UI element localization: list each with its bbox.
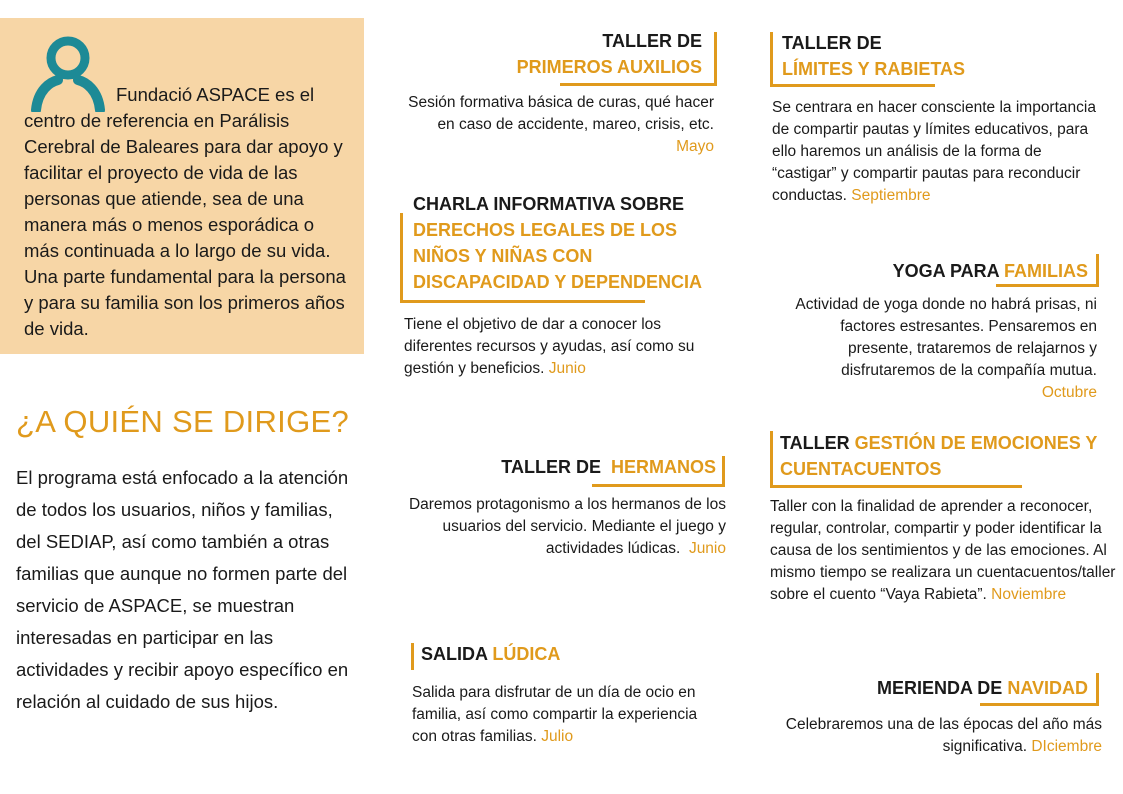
hermanos-month: Junio: [688, 540, 726, 557]
who-title: ¿A QUIÉN SE DIRIGE?: [16, 404, 350, 439]
who-text: El programa está enfocado a la atención de todos los usuarios, niños y familias, del SEDIAP, así como también a otras familias que aunque no formen parte del servicio de ASPACE, se muestran interesadas en participar en las actividades y recibir apoyo específico en relación al cuidado de sus hijos.: [16, 467, 349, 712]
salida-bracket: [411, 643, 414, 670]
primeros-title: TALLER DE PRIMEROS AUXILIOS: [516, 31, 702, 77]
salida-title: SALIDA LÚDICA: [421, 644, 561, 664]
merienda-title: MERIENDA DE NAVIDAD: [876, 678, 1088, 698]
yoga-desc: Actividad de yoga donde no habrá prisas, ni factores estresantes. Pensaremos en presente, trataremos de relajarnos y disfrutaremos de la compañía mutua. Octubre: [795, 296, 1097, 401]
hermanos-desc: Daremos protagonismo a los hermanos de los usuarios del servicio. Mediante el juego y actividades lúdicas. Junio: [408, 496, 726, 557]
charla-underline: [400, 300, 645, 303]
charla-month: Junio: [548, 360, 586, 377]
emociones-desc: Taller con la finalidad de aprender a reconocer, regular, controlar, compartir y poder identificar la causa de los sentimientos y de las emociones. Al mismo tiempo se realizara un cuentacuentos/taller sobre el cuento “Vaya Rabieta”. Noviembre: [770, 498, 1116, 603]
limites-month: Septiembre: [851, 187, 931, 204]
charla-bracket: [400, 213, 403, 302]
limites-bracket: [770, 32, 773, 84]
emociones-bracket: [770, 431, 773, 487]
limites-underline: [770, 84, 935, 87]
yoga-title: YOGA PARA FAMILIAS: [892, 261, 1088, 281]
merienda-desc: Celebraremos una de las épocas del año más significativa. DIciembre: [785, 716, 1102, 755]
yoga-month: Octubre: [1041, 384, 1097, 401]
charla-desc: Tiene el objetivo de dar a conocer los diferentes recursos y ayudas, así como su gestión y beneficios. Junio: [404, 316, 695, 377]
emociones-underline: [770, 485, 1022, 488]
primeros-desc: Sesión formativa básica de curas, qué hacer en caso de accidente, mareo, crisis, etc. Mayo: [408, 94, 714, 155]
emociones-title: TALLER GESTIÓN DE EMOCIONES Y CUENTACUENTOS: [780, 433, 1098, 479]
primeros-month: Mayo: [676, 138, 714, 155]
limites-desc: Se centrara en hacer consciente la importancia de compartir pautas y límites educativos, para ello haremos un análisis de la forma de “castigar” y compartir pautas para reconducir conductas. Septiembre: [772, 99, 1096, 204]
limites-title: TALLER DE LÍMITES Y RABIETAS: [782, 33, 966, 79]
merienda-month: DIciembre: [1031, 738, 1102, 755]
salida-desc: Salida para disfrutar de un día de ocio en familia, así como compartir la experiencia con otras familias. Julio: [412, 684, 698, 745]
intro-text: Fundació ASPACE es el centro de referencia en Parálisis Cerebral de Baleares para dar apoyo y facilitar el proyecto de vida de las personas que atiende, sea de una manera más o menos esporádica o más continuada a lo largo de su vida. Una parte fundamental para la persona y para su familia son los primeros años de vida.: [24, 84, 346, 339]
hermanos-title: TALLER DE HERMANOS: [501, 457, 716, 477]
emociones-month: Noviembre: [991, 586, 1067, 603]
salida-month: Julio: [541, 728, 574, 745]
charla-title: CHARLA INFORMATIVA SOBRE DERECHOS LEGALES DE LOS NIÑOS Y NIÑAS CON DISCAPACIDAD Y DEPENDENCIA: [413, 194, 703, 292]
